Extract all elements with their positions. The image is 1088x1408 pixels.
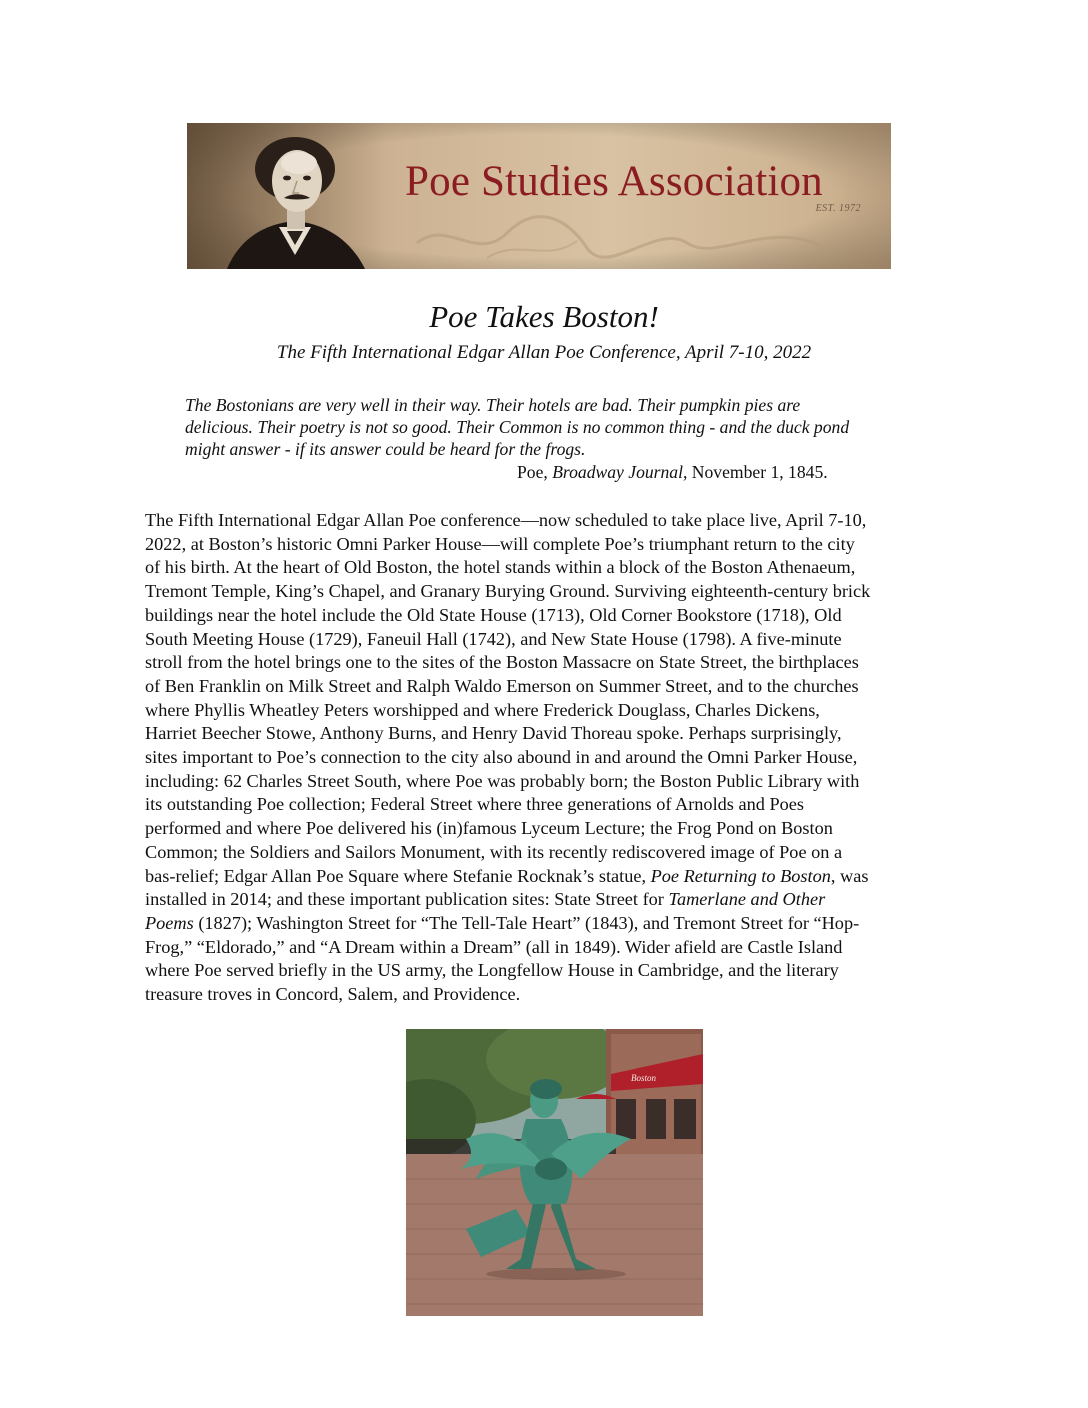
page-title: Poe Takes Boston! bbox=[429, 299, 659, 334]
statue-photo-illustration bbox=[406, 1029, 703, 1316]
epigraph-attribution bbox=[517, 461, 828, 483]
body-line: treasure troves in Concord, Salem, and Providence. bbox=[145, 984, 521, 1005]
body-text-run: bas-relief; Edgar Allan Poe Square where Stefanie Rocknak’s statue, bbox=[145, 865, 651, 886]
body-line: sites important to Poe’s connection to the city also abound in and around the Omni Parker House, bbox=[145, 747, 858, 768]
banner-est-label: EST. 1972 bbox=[815, 203, 861, 214]
body-line: The Fifth International Edgar Allan Poe conference—now scheduled to take place live, April 7-10, bbox=[145, 510, 867, 530]
page-subtitle: The Fifth International Edgar Allan Poe Conference, April 7-10, 2022 bbox=[276, 342, 812, 363]
body-text-run: , was bbox=[830, 865, 869, 886]
poe-portrait bbox=[187, 123, 387, 269]
body-line: Frog,” “Eldorado,” and “A Dream within a Dream” (all in 1849). Wider afield are Castle Island bbox=[145, 936, 843, 957]
book-title: Tamerlane and Other bbox=[668, 889, 826, 910]
body-line: buildings near the hotel include the Old State House (1713), Old Corner Bookstore (1718), Old bbox=[145, 604, 842, 625]
epigraph bbox=[185, 394, 945, 460]
body-text-run: installed in 2014; and these important publication sites: State Street for bbox=[145, 889, 669, 910]
body-line: South Meeting House (1729), Faneuil Hall (1742), and New State House (1798). A five-minute bbox=[145, 628, 842, 649]
epigraph-line: The Bostonians are very well in their way. Their hotels are bad. Their pumpkin pies are bbox=[185, 395, 801, 415]
body-line bbox=[145, 912, 975, 936]
body-line: where Poe served briefly in the US army, the Longfellow House in Cambridge, and the literary bbox=[145, 960, 839, 981]
body-paragraph bbox=[145, 509, 975, 1007]
body-line: its outstanding Poe collection; Federal Street where three generations of Arnolds and Poes bbox=[145, 794, 804, 815]
body-line: Harriet Beecher Stowe, Anthony Burns, and Henry David Thoreau spoke. Perhaps surprisingly, bbox=[145, 723, 842, 744]
epigraph-line: might answer - if its answer could be heard for the frogs. bbox=[185, 439, 586, 459]
attribution-author: Poe, bbox=[517, 462, 553, 482]
body-line: of Ben Franklin on Milk Street and Ralph Waldo Emerson on Summer Street, and to the churches bbox=[145, 675, 859, 696]
body-line: Common; the Soldiers and Sailors Monument, with its recently rediscovered image of Poe on a bbox=[145, 841, 843, 862]
book-title: Poems bbox=[145, 912, 194, 933]
body-line: of his birth. At the heart of Old Boston, the hotel stands within a block of the Boston Athenaeum, bbox=[145, 557, 856, 578]
body-line: stroll from the hotel brings one to the sites of the Boston Massacre on State Street, the birthplaces bbox=[145, 652, 859, 673]
statue-photo bbox=[406, 1029, 703, 1316]
body-line: Tremont Temple, King’s Chapel, and Granary Burying Ground. Surviving eighteenth-century brick bbox=[145, 581, 871, 602]
body-line: performed and where Poe delivered his (in)famous Lyceum Lecture; the Frog Pond on Boston bbox=[145, 818, 833, 839]
body-line: including: 62 Charles Street South, where Poe was probably born; the Boston Public Library with bbox=[145, 770, 860, 791]
banner bbox=[187, 123, 891, 269]
epigraph-line: delicious. Their poetry is not so good. Their Common is no common thing - and the duck pond bbox=[185, 417, 850, 437]
body-line: 2022, at Boston’s historic Omni Parker House—will complete Poe’s triumphant return to the city bbox=[145, 533, 855, 554]
body-text-run: (1827); Washington Street for “The Tell-Tale Heart” (1843), and Tremont Street for “Hop- bbox=[193, 912, 860, 933]
awning-text: Boston bbox=[631, 1073, 657, 1083]
attribution-date: , November 1, 1845. bbox=[683, 462, 828, 482]
attribution-journal: Broadway Journal bbox=[552, 462, 683, 482]
banner-title: Poe Studies Association bbox=[405, 158, 823, 205]
body-line bbox=[145, 888, 975, 912]
body-line: where Phyllis Wheatley Peters worshipped and where Frederick Douglass, Charles Dickens, bbox=[145, 699, 820, 720]
statue-title: Poe Returning to Boston bbox=[650, 865, 831, 886]
body-line bbox=[145, 865, 975, 889]
